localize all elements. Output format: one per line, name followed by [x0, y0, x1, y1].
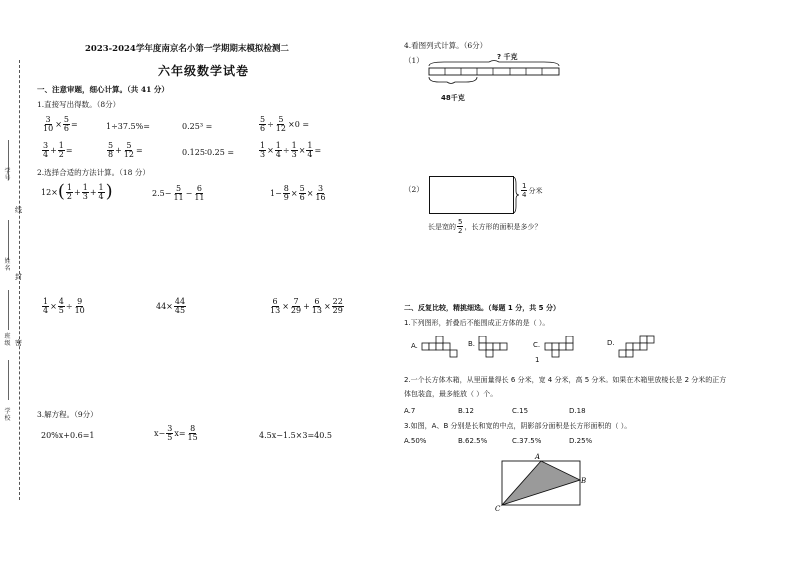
- binding-blank: [8, 360, 9, 400]
- direct-r2-c: 0.125∶0.25 =: [182, 148, 235, 157]
- binding-label-class: 班级: [4, 333, 11, 347]
- direct-r1-a: $\frac{3}{10}$ × $\frac{5}{6}$ =: [43, 115, 78, 133]
- question-4-prompt: 4.看图列式计算。（6分）: [404, 41, 488, 50]
- point-a-label: A: [535, 453, 541, 461]
- calc-c: 1− $\frac{8}{9}$ × $\frac{5}{6}$ × $\frac{3}{16}$: [270, 184, 326, 202]
- figure1-label: （1）: [404, 56, 424, 65]
- q1-option-b-net[interactable]: [478, 336, 522, 358]
- q1-stray-mark: 1: [535, 356, 540, 364]
- q1-option-c-label: C.: [533, 341, 541, 349]
- question-3-prompt: 3.解方程。（9分）: [37, 410, 98, 419]
- direct-r1-c: 0.25³ =: [182, 122, 213, 131]
- binding-label-school: 学校: [4, 408, 11, 422]
- binding-mark-seal: 封: [15, 273, 22, 281]
- binding-blank: [8, 290, 9, 330]
- direct-r1-b: 1÷37.5%=: [106, 122, 150, 131]
- figure2-label: （2）: [404, 185, 424, 194]
- figure1-bottom-label: 48千克: [441, 94, 465, 102]
- q1-option-d-net[interactable]: [618, 335, 662, 361]
- q2-option-a[interactable]: A.7: [404, 407, 416, 415]
- figure1-top-label: ? 千克: [497, 53, 518, 61]
- direct-r2-b: $\frac{5}{8}$ + $\frac{5}{12}$ =: [108, 141, 143, 159]
- q3-option-c[interactable]: C.37.5%: [512, 437, 542, 445]
- equation-b: x− $\frac{3}{5}$ x= $\frac{8}{15}$: [154, 424, 198, 442]
- binding-label-student-number: 学号: [4, 168, 11, 182]
- q2-option-d[interactable]: D.18: [569, 407, 586, 415]
- calc-e: 44× $\frac{44}{45}$: [156, 297, 186, 315]
- q1-option-d-label: D.: [607, 339, 615, 347]
- binding-mark-line: 线: [15, 206, 22, 214]
- direct-r2-a: $\frac{3}{4}$ + $\frac{1}{2}$ =: [43, 141, 73, 159]
- direct-r1-d: $\frac{5}{6}$ ÷ $\frac{5}{12}$ ×0 =: [260, 115, 310, 133]
- q1-option-c-net[interactable]: [544, 336, 588, 360]
- question-1-prompt: 1.直接写出得数。（8分）: [37, 100, 121, 109]
- exam-subtitle: 六年级数学试卷: [158, 64, 250, 78]
- direct-r2-d: $\frac{1}{3}$ × $\frac{1}{4}$ ÷ $\frac{1}{3}$ × $\frac{1}{4}$ =: [260, 141, 322, 159]
- figure2-question: 长是宽的 $\frac{5}{2}$ ，长方形的面积是多少？: [428, 218, 542, 235]
- figure2-rectangle: [429, 176, 514, 214]
- exam-title: 2023-2024学年度南京名小第一学期期末模拟检测二: [85, 44, 289, 54]
- point-c-label: C: [495, 505, 501, 513]
- binding-blank: [8, 220, 9, 260]
- figure2-brace: [512, 176, 520, 214]
- calc-d: $\frac{1}{4}$ × $\frac{4}{5}$ ÷ $\frac{9}{10}$: [43, 297, 85, 315]
- q2-option-c[interactable]: C.15: [512, 407, 529, 415]
- section2-heading: 二、反复比较，精挑细选。（每题 1 分，共 5 分）: [404, 304, 560, 312]
- calc-a: 12× ( $\frac{1}{2}$ + $\frac{1}{3}$ + $\frac{1}{4}$ ): [41, 181, 113, 202]
- figure2-side-length: $\frac{1}{4}$ 分米: [522, 182, 543, 199]
- binding-strip: [0, 0, 28, 561]
- section2-q1: 1.下列图形，折叠后不能围成正方体的是（ ）。: [404, 319, 550, 327]
- q3-option-b[interactable]: B.62.5%: [458, 437, 488, 445]
- equation-a: 20%x+0.6=1: [41, 431, 95, 440]
- question-2-prompt: 2.选择合适的方法计算。（18 分）: [37, 168, 150, 177]
- q3-option-a[interactable]: A.50%: [404, 437, 427, 445]
- binding-mark-secret: 密: [15, 339, 22, 347]
- equation-c: 4.5x−1.5×3=40.5: [259, 431, 332, 440]
- q1-option-a-net[interactable]: [421, 336, 465, 358]
- section2-q3: 3.如图，A、B 分别是长和宽的中点，阴影部分面积是长方形面积的（ ）。: [404, 422, 632, 430]
- q1-option-b-label: B.: [468, 340, 476, 348]
- section2-q2-cont: 体包装盒，最多能放（ ）个。: [404, 390, 498, 398]
- q1-option-a-label: A.: [411, 342, 418, 350]
- section2-q2: 2.一个长方体木箱，从里面量得长 6 分米，宽 4 分米，高 5 分米。如果在木箱里放棱长是 2 分米的正方: [404, 376, 727, 384]
- binding-label-name: 姓名: [4, 258, 11, 272]
- section1-heading: 一、注意审题，细心计算。（共 41 分）: [37, 85, 169, 94]
- q3-rectangle-figure: [490, 453, 590, 513]
- calc-f: $\frac{6}{13}$ × $\frac{7}{29}$ + $\frac{6}{13}$ × $\frac{22}{29}$: [270, 297, 343, 315]
- q2-option-b[interactable]: B.12: [458, 407, 474, 415]
- calc-b: 2.5− $\frac{5}{11}$ − $\frac{6}{11}$: [152, 184, 205, 202]
- point-b-label: B: [581, 477, 587, 485]
- q3-option-d[interactable]: D.25%: [569, 437, 593, 445]
